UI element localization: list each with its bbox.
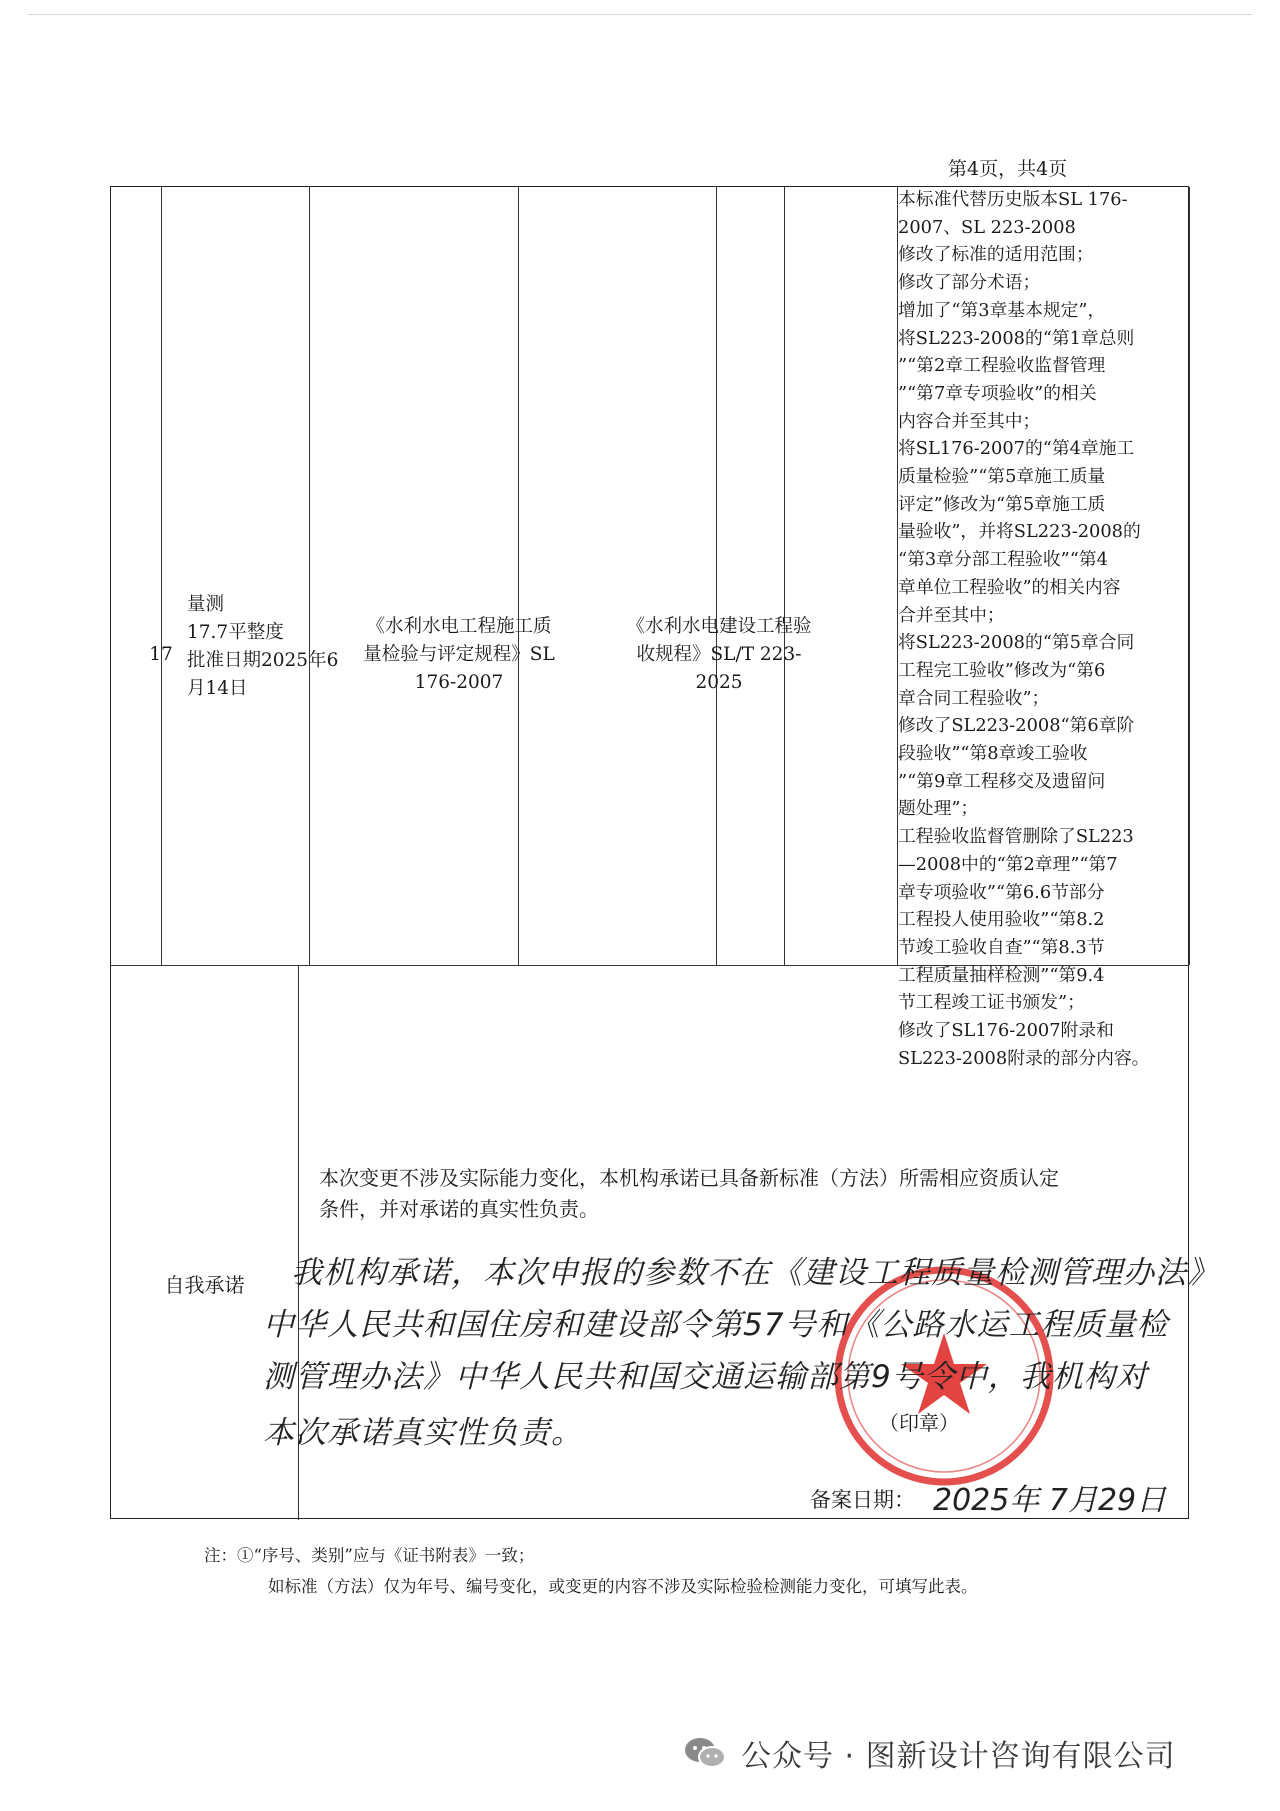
change-note-line: 修改了标准的适用范围； (898, 244, 1094, 266)
change-note-line: 工程验收监督管删除了SL223 (898, 826, 1134, 848)
watermark-text: 公众号 · 图新设计咨询有限公司 (741, 1739, 1176, 1774)
change-note-line: 章专项验收”“第6.6节部分 (898, 881, 1105, 903)
handwritten-pledge-line: 测管理办法》中华人民共和国交通运输部第9号令中，我机构对 (263, 1359, 1148, 1395)
change-note-line: ”“第2章工程验收监督管理 (898, 355, 1106, 377)
footnote-2: 如标准（方法）仅为年号、编号变化，或变更的内容不涉及实际检验检测能力变化，可填写此表。 (268, 1577, 978, 1596)
change-note-line: 将SL223-2008的“第5章合同 (898, 632, 1135, 654)
change-note-line: 将SL176-2007的“第4章施工 (898, 438, 1135, 460)
column-divider (518, 187, 519, 965)
change-note-line: SL223-2008附录的部分内容。 (898, 1047, 1150, 1069)
row-seq: 17 (149, 644, 173, 665)
wechat-icon (683, 1736, 727, 1770)
change-note-line: 工程完工验收”修改为“第6 (898, 659, 1106, 681)
change-note-line: 工程质量抽样检测”“第9.4 (898, 964, 1105, 986)
row-category: 量测 17.7平整度 批准日期2025年6 月14日 (187, 594, 339, 699)
change-note-line: 段验收”“第8章竣工验收 (898, 743, 1088, 765)
change-note-line: 章合同工程验收”； (898, 687, 1050, 709)
change-note-line: 2007、SL 223-2008 (898, 216, 1076, 238)
standard-change-form (110, 186, 1219, 1519)
change-note-line: 内容合并至其中； (898, 410, 1041, 432)
change-note-line: 量验收”，并将SL223-2008的 (898, 521, 1141, 543)
seal-label: （印章） (879, 1411, 959, 1435)
handwritten-pledge-line: 中华人民共和国住房和建设部令第57号和《公路水运工程质量检 (263, 1307, 1169, 1343)
change-note-line: ”“第9章工程移交及遗留问 (898, 770, 1106, 792)
column-divider (1189, 187, 1190, 965)
watermark (683, 1733, 1176, 1773)
change-note-line: 章单位工程验收”的相关内容 (898, 576, 1121, 598)
change-note-line: 修改了SL176-2007附录和 (898, 1020, 1114, 1042)
handwritten-pledge-line: 本次承诺真实性负责。 (263, 1415, 583, 1451)
change-note-line: 节竣工验收自查”“第8.3节 (898, 936, 1105, 958)
change-note-line: 工程投人使用验收”“第8.2 (898, 909, 1105, 931)
change-note-line: 评定”修改为“第5章施工质 (898, 493, 1106, 515)
change-note-line: 修改了部分术语； (898, 272, 1041, 294)
change-note-line: 题处理”； (898, 798, 979, 820)
change-note-line: 增加了“第3章基本规定”， (898, 299, 1106, 321)
filing-date-label: 备案日期： (810, 1488, 915, 1512)
new-standard: 《水利水电建设工程验 收规程》SL/T 223- 2025 (626, 616, 812, 693)
scan-border-line (28, 14, 1252, 15)
pledge-label: 自我承诺 (164, 1273, 245, 1297)
change-note-line: 修改了SL223-2008“第6章阶 (898, 715, 1135, 737)
column-divider (309, 187, 310, 965)
change-note-line: “第3章分部工程验收”“第4 (898, 549, 1108, 571)
column-divider (716, 187, 717, 965)
change-notes (898, 186, 1188, 1073)
handwritten-pledge-line: 我机构承诺，本次申报的参数不在《建设工程质量检测管理办法》 (291, 1255, 1219, 1291)
change-note-line: 将SL223-2008的“第1章总则 (898, 327, 1135, 349)
change-note-line: —2008中的“第2章理”“第7 (898, 853, 1118, 875)
change-note-line: 合并至其中； (898, 604, 1005, 626)
old-standard: 《水利水电工程施工质 量检验与评定规程》SL 176-2007 (363, 616, 555, 693)
column-divider (161, 187, 162, 965)
page-number: 第4页，共4页 (948, 158, 1068, 180)
filing-date-value: 2025年 7月29日 (933, 1483, 1167, 1518)
pledge-text: 本次变更不涉及实际能力变化，本机构承诺已具备新标准（方法）所需相应资质认定 条件，并对承诺的真实性负责。 (319, 1166, 1059, 1221)
change-note-line: ”“第7章专项验收”的相关 (898, 382, 1097, 404)
footnote-1: 注：①“序号、类别”应与《证书附表》一致； (204, 1546, 535, 1565)
column-divider (784, 187, 785, 965)
change-note-line: 节工程竣工证书颁发”； (898, 992, 1085, 1014)
change-note-line: 质量检验”“第5章施工质量 (898, 466, 1106, 488)
change-note-line: 本标准代替历史版本SL 176- (898, 189, 1128, 210)
